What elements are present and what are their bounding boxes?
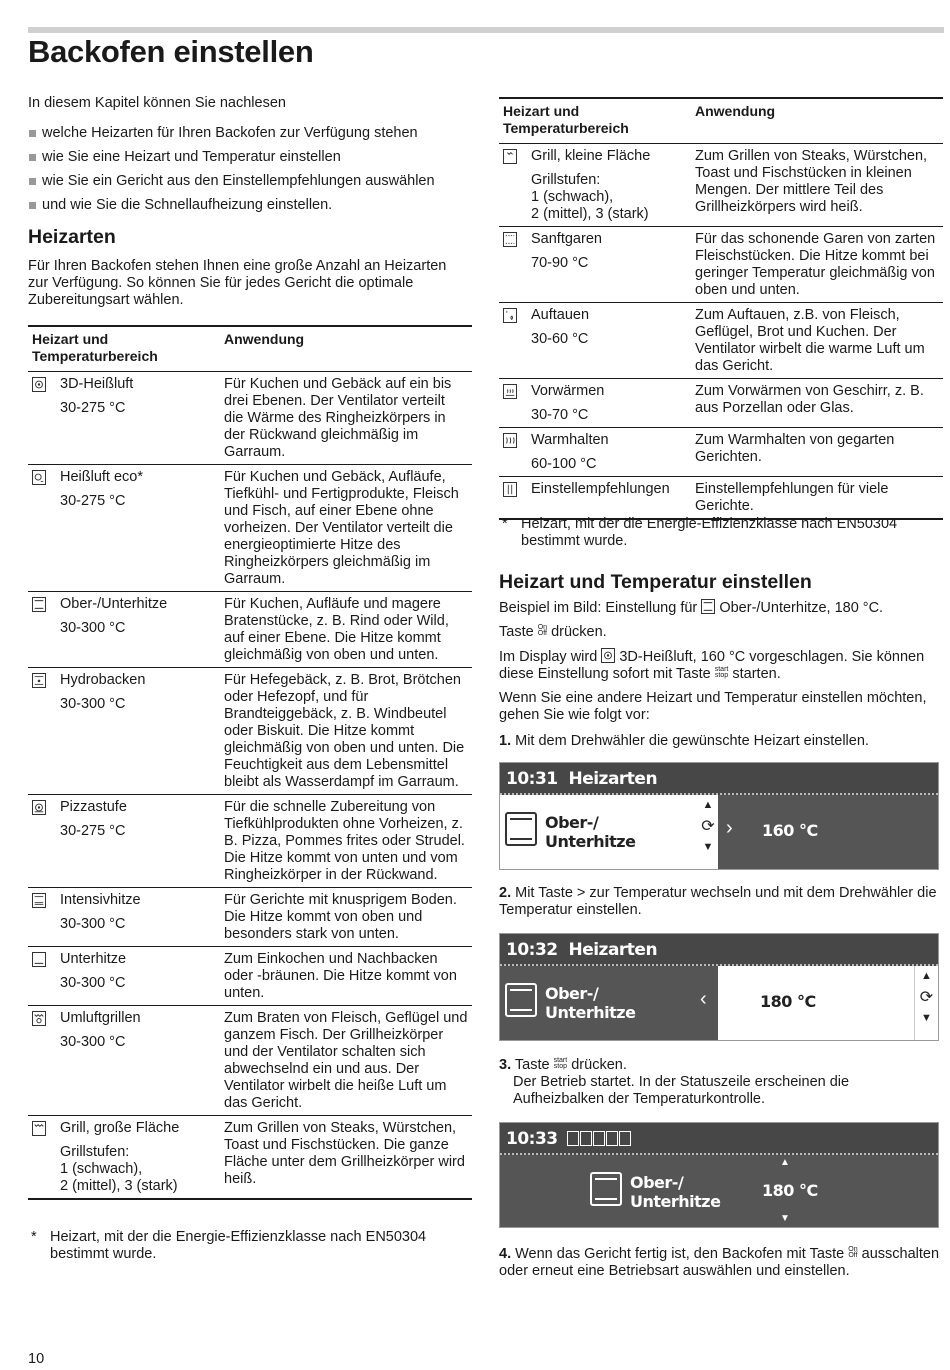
grill-large-icon [32,1121,46,1136]
display-mode: Ober-/ Unterhitze [545,813,636,851]
slow-cook-icon [503,232,517,247]
step-1: 1. Mit dem Drehwähler die gewünschte Heizart einstellen. [499,733,869,749]
table-row [499,144,943,227]
col-header-mode: Heizart und Temperaturbereich [28,326,220,372]
footnote-text: Heizart, mit der die Energie-Effizienzklasse nach EN50304 bestimmt wurde. [50,1229,427,1262]
arrow-up-icon: ▲ [780,1157,790,1168]
heating-mode-use: Zum Einkochen und Nachbacken oder -bräunen. Die Hitze kommt von unten. [220,947,472,1006]
heating-mode-use: Zum Warmhalten von gegarten Gerichten. [691,428,943,477]
table-row [28,465,472,592]
arrow-up-icon: ▲ [702,799,714,811]
heating-mode-use: Zum Auftauen, z.B. von Fleisch, Geflügel, Brot und Kuchen. Der Ventilator wirbelt die warme Luft um das Gericht. [691,303,943,379]
temperature-range: 30-275 °C [60,823,126,839]
onoff-key-icon: On Off [537,624,548,637]
top-bottom-heat-icon [505,812,537,846]
temperature-range: 30-60 °C [531,331,589,347]
footnote-star: * [31,1229,37,1245]
3d-hot-air-icon [601,648,615,663]
arrow-up-icon: ▲ [921,970,932,982]
table-row [28,668,472,795]
heating-modes-table-left [28,325,472,1200]
heating-mode-use: Für Kuchen und Gebäck auf ein bis drei Ebenen. Der Ventilator verteilt die Wärme des Ringheizkörpers in der Rückwand gleichmäßig im Garraum. [220,372,472,465]
heating-mode-name: Umluftgrillen [60,1010,141,1026]
chevron-left-icon: ‹ [700,988,707,1010]
heating-mode-name: Sanftgaren [531,231,602,247]
heating-mode-name: 3D-Heißluft [60,376,134,392]
heating-mode-name: Vorwärmen [531,383,605,399]
arrow-down-icon: ▼ [921,1012,932,1024]
col-header-use: Anwendung [691,98,943,144]
rotate-icon: ⟳ [919,989,934,1006]
onoff-key-icon: On Off [848,1246,858,1259]
grill-small-icon [503,149,517,164]
temperature-range: 30-300 °C [60,696,126,712]
heating-mode-use: Für Kuchen, Aufläufe und magere Bratenstücke, z. B. Rind oder Wild, auf einer Ebene. Die Hitze kommt gleichmäßig von oben und unten. [220,592,472,668]
table-row [28,1006,472,1116]
table-row [499,379,943,428]
defrost-icon [503,308,517,323]
col-header-mode: Heizart und Temperaturbereich [499,98,691,144]
top-bottom-heat-icon [32,597,46,612]
heating-mode-use: Für Hefegebäck, z. B. Brot, Brötchen oder Hefezopf, und für Brandteiggebäck, z. B. Windbeutel oder Biskuit. Die Hitze kommt gleichmäßig von oben und unten. Die Feuchtigkeit aus dem Lebensmittel bleibt als Wasserdampf im Garraum. [220,668,472,795]
step-2: 2. Mit Taste > zur Temperatur wechseln und mit dem Drehwähler die Temperatur einstellen. [499,885,937,918]
table-row [499,303,943,379]
oven-display-1 [499,762,939,870]
start-key-icon: start stop [553,1057,568,1070]
oven-display-3 [499,1122,939,1228]
footnote-left [28,1229,472,1263]
example-line: Beispiel im Bild: Einstellung für Ober-/Unterhitze, 180 °C. [499,600,884,616]
temperature-range: 30-275 °C [60,400,126,416]
heating-mode-use: Für Gerichte mit knusprigem Boden. Die Hitze kommt von oben und besonders stark von unten. [220,888,472,947]
bottom-heat-icon [32,952,46,967]
page-number: 10 [28,1351,45,1367]
col-header-use: Anwendung [220,326,472,372]
temperature-range: 30-300 °C [60,916,126,932]
keep-warm-icon [503,433,517,448]
table-row [499,428,943,477]
display-header: 10:31 Heizarten [500,763,938,795]
intensive-heat-icon [32,893,46,908]
heating-mode-use: Zum Vorwärmen von Geschirr, z. B. aus Porzellan oder Glas. [691,379,943,428]
chevron-right-icon: › [726,817,733,839]
section-heading-einstellen: Heizart und Temperatur einstellen [499,571,812,593]
heating-mode-use: Für das schonende Garen von zarten Fleischstücken. Die Hitze kommt bei geringer Temperatur gleichmäßig von oben und unten. [691,227,943,303]
step-3: 3. Taste start stop drücken. Der Betrieb startet. In der Statuszeile erscheinen die Aufheizbalken der Temperaturkontrolle. [499,1057,850,1107]
temperature-range: 30-300 °C [60,975,126,991]
top-bottom-heat-icon [590,1172,622,1206]
heating-mode-name: Auftauen [531,307,590,323]
display-temp: 180 °C [760,992,816,1011]
display-header: 10:32 Heizarten [500,934,938,966]
table-row [28,888,472,947]
hydro-baking-icon [32,673,46,688]
display-mode: Ober-/ Unterhitze [630,1173,721,1211]
section-heading-heizarten: Heizarten [28,226,116,248]
table-row [28,947,472,1006]
heating-mode-use: Für die schnelle Zubereitung von Tiefkühlprodukten ohne Vorheizen, z. B. Pizza, Pommes frites oder Strudel. Die Hitze kommt von unten und vom Ringheizkörper in der Rückwand. [220,795,472,888]
footnote-text: Heizart, mit der die Energie-Effizienzklasse nach EN50304 bestimmt wurde. [521,516,898,549]
display-temp: 160 °C [762,821,818,840]
arrow-down-icon: ▼ [780,1213,790,1224]
oven-display-2 [499,933,939,1041]
page-title: Backofen einstellen [28,34,314,69]
table-row [499,477,943,520]
3d-hot-air-icon [32,377,46,392]
other-text: Wenn Sie eine andere Heizart und Temperatur einstellen möchten, gehen Sie wie folgt vor: [499,690,927,723]
temperature-range: 70-90 °C [531,255,589,271]
press-onoff-line: Taste On Off drücken. [499,624,607,640]
heating-mode-name: Einstellempfehlungen [531,481,670,497]
heating-mode-use: Einstellempfehlungen für viele Gerichte. [691,477,943,520]
heating-mode-name: Ober-/Unterhitze [60,596,168,612]
top-bottom-heat-icon [505,983,537,1017]
heating-mode-name: Intensivhitze [60,892,141,908]
footnote-star: * [502,516,508,532]
intro-lead: In diesem Kapitel können Sie nachlesen [28,95,286,111]
heating-mode-name: Unterhitze [60,951,127,967]
display-line: Im Display wird 3D-Heißluft, 160 °C vorgeschlagen. Sie können diese Einstellung sofort mit Taste start stop starten. [499,649,925,682]
temperature-range: 30-275 °C [60,493,126,509]
heating-mode-use: Zum Grillen von Steaks, Würstchen, Toast und Fischstücken. Die ganze Fläche unter dem Grillheizkörper wird heiß. [220,1116,472,1200]
header-rule [28,27,944,33]
top-bottom-heat-icon [701,599,715,614]
list-item: wie Sie ein Gericht aus den Einstellempfehlungen auswählen [28,169,435,193]
rotary-indicator [698,795,718,869]
heating-mode-name: Grill, kleine Fläche [531,148,651,164]
chevron-right-icon: > [576,885,586,901]
recommended-settings-icon [503,482,517,497]
temperature-range: Grillstufen: 1 (schwach), 2 (mittel), 3 (stark) [60,1144,178,1194]
table-row [28,1116,472,1200]
table-row [28,372,472,465]
instructions [499,599,943,750]
svg-text:*: * [505,311,508,318]
heating-mode-use: Zum Grillen von Steaks, Würstchen, Toast und Fischstücken in kleinen Mengen. Der mittlere Teil des Grillheizkörpers wird heiß. [691,144,943,227]
pizza-setting-icon [32,800,46,815]
heating-mode-name: Hydrobacken [60,672,146,688]
footnote-right [499,516,943,550]
heating-mode-use: Zum Braten von Fleisch, Geflügel und ganzem Fisch. Der Grillheizkörper und der Ventilator schalten sich abwechselnd ein und aus. Der Ventilator wirbelt die heiße Luft um das Gericht. [220,1006,472,1116]
heizarten-text: Für Ihren Backofen stehen Ihnen eine große Anzahl an Heizarten zur Verfügung. So können Sie für jedes Gericht die optimale Zubereitungsart wählen. [28,258,447,308]
start-key-icon: start stop [714,666,729,679]
heating-mode-name: Grill, große Fläche [60,1120,180,1136]
temperature-range: 30-300 °C [60,1034,126,1050]
list-item: und wie Sie die Schnellaufheizung einstellen. [28,193,435,217]
display-mode: Ober-/ Unterhitze [545,984,636,1022]
temperature-range: 30-70 °C [531,407,589,423]
heating-modes-table-right [499,97,943,520]
circulated-air-grill-icon [32,1011,46,1026]
list-item: wie Sie eine Heizart und Temperatur einstellen [28,145,435,169]
rotate-icon: ⟳ [701,818,715,835]
heatup-bars [567,1125,631,1157]
rotary-indicator [914,966,938,1040]
heating-mode-name: Heißluft eco* [60,469,144,485]
display-header: 10:33 [500,1123,938,1155]
hot-air-eco-icon [32,470,46,485]
table-row [499,227,943,303]
temperature-range: 60-100 °C [531,456,597,472]
display-temp: 180 °C [762,1181,818,1200]
step-4: 4. Wenn das Gericht fertig ist, den Backofen mit Taste On Off ausschalten oder erneut eine Betriebsart auswählen und einstellen. [499,1246,940,1279]
temperature-range: Grillstufen: 1 (schwach), 2 (mittel), 3 (stark) [531,172,649,222]
list-item: welche Heizarten für Ihren Backofen zur Verfügung stehen [28,121,435,145]
table-row [28,592,472,668]
heating-mode-use: Für Kuchen und Gebäck, Aufläufe, Tiefkühl- und Fertigprodukte, Fleisch und Fisch, auf einer Ebene ohne vorheizen. Der Ventilator verteilt die energieoptimierte Hitze des Ringheizkörpers gleichmäßig im Garraum. [220,465,472,592]
arrow-down-icon: ▼ [702,841,714,853]
preheat-icon [503,384,517,399]
heating-mode-name: Pizzastufe [60,799,127,815]
intro-list [28,121,435,217]
table-row [28,795,472,888]
heating-mode-name: Warmhalten [531,432,609,448]
temperature-range: 30-300 °C [60,620,126,636]
